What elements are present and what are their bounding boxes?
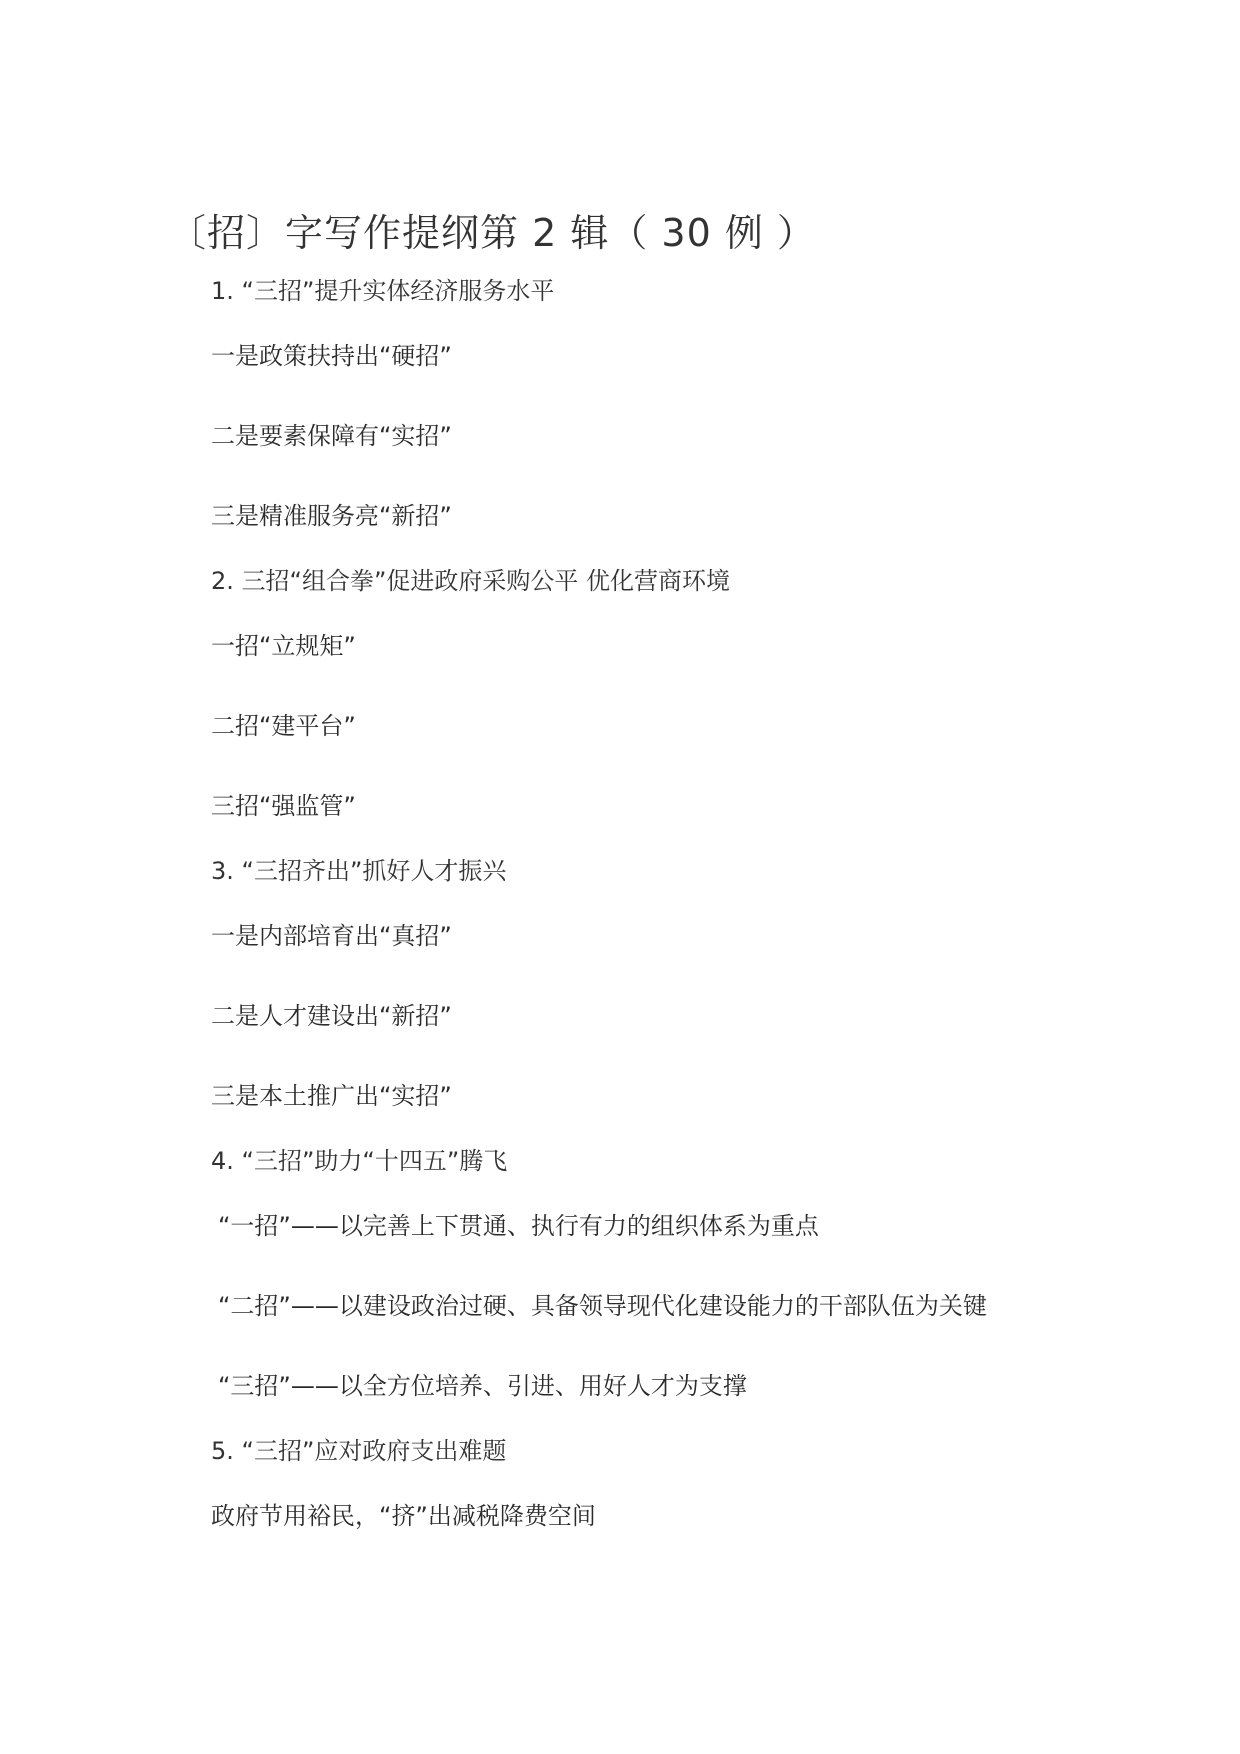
list-item: 三是本土推广出“实招” (211, 1082, 452, 1110)
section-heading-4: 4. “三招”助力“十四五”腾飞 (211, 1147, 508, 1175)
section-heading-3: 3. “三招齐出”抓好人才振兴 (211, 857, 507, 885)
section-heading-2: 2. 三招“组合拳”促进政府采购公平 优化营商环境 (211, 567, 731, 595)
section-heading-1: 1. “三招”提升实体经济服务水平 (211, 277, 555, 305)
list-item: “二招”——以建设政治过硬、具备领导现代化建设能力的干部队伍为关键 (218, 1292, 987, 1320)
list-item: 一招“立规矩” (211, 632, 356, 660)
list-item: “一招”——以完善上下贯通、执行有力的组织体系为重点 (218, 1212, 819, 1240)
list-item: 一是内部培育出“真招” (211, 922, 452, 950)
list-item: 三是精准服务亮“新招” (211, 502, 452, 530)
document-title: 〔招〕字写作提纲第 2 辑（ 30 例 ） (168, 211, 816, 255)
list-item: 政府节用裕民，“挤”出减税降费空间 (211, 1502, 596, 1530)
list-item: 三招“强监管” (211, 792, 356, 820)
list-item: 二是人才建设出“新招” (211, 1002, 452, 1030)
section-heading-5: 5. “三招”应对政府支出难题 (211, 1437, 507, 1465)
list-item: “三招”——以全方位培养、引进、用好人才为支撑 (218, 1372, 747, 1400)
list-item: 二是要素保障有“实招” (211, 422, 452, 450)
list-item: 二招“建平台” (211, 712, 356, 740)
list-item: 一是政策扶持出“硬招” (211, 342, 452, 370)
